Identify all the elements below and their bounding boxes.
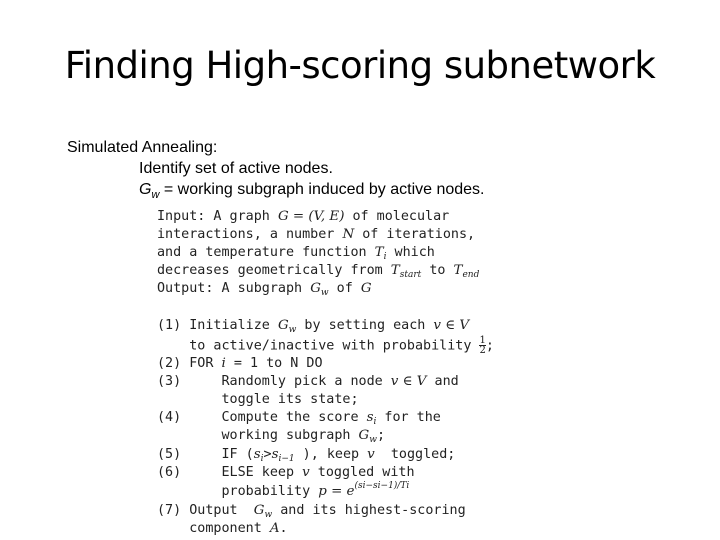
algo-input-line-2: interactions, a number N of iterations,	[157, 227, 476, 242]
algo-step-1: (1) Initialize $G_w$ by setting each v ∈ V	[157, 318, 470, 335]
algo-step-3: (3) Randomly pick a node v ∈ V and	[157, 374, 459, 389]
algo-step-6: (6) ELSE keep v toggled with	[157, 465, 415, 480]
algo-step-4: (4) Compute the score $s_i$ for the	[157, 410, 441, 427]
algo-step-5: (5) IF ($s_i>s_{i-1}$ ), keep v toggled;	[157, 447, 456, 464]
algo-input-line-1: Input: A graph G = (V, E) of molecular	[157, 209, 450, 224]
algo-step-7-cont: component A.	[157, 521, 288, 536]
one-half-fraction: $\frac{1}{2}$	[479, 335, 486, 356]
algo-input-line-3: and a temperature function $T_i$ which	[157, 245, 435, 262]
intro-line-3	[67, 179, 485, 202]
algo-step-6-cont: probability $p = e^{(si-si-1)/Ti}$	[157, 481, 410, 499]
algo-step-7: (7) Output $G_w$ and its highest-scoring	[157, 503, 466, 520]
algo-step-1-cont: to active/inactive with probability $\frac{1}{2}$ ;	[157, 335, 494, 356]
intro-line-2: Identify set of active nodes.	[139, 160, 333, 177]
gw-description: = working subgraph induced by active nodes.	[159, 181, 485, 198]
algo-input-line-4: decreases geometrically from $T_{start}$ to $T_{end}$	[157, 263, 480, 280]
intro-text	[67, 137, 485, 202]
gw-variable: G	[139, 181, 152, 198]
algo-step-3-cont: toggle its state;	[157, 392, 359, 407]
algo-step-4-cont: working subgraph $G_w$;	[157, 428, 386, 445]
gw-subscript: w	[151, 189, 160, 201]
algo-output-line: Output: A subgraph $G_w$ of G	[157, 281, 372, 298]
intro-line-1: Simulated Annealing:	[67, 139, 218, 156]
algo-step-2: (2) FOR i = 1 to N DO	[157, 356, 323, 371]
slide-title: Finding High-scoring subnetwork	[64, 44, 656, 87]
